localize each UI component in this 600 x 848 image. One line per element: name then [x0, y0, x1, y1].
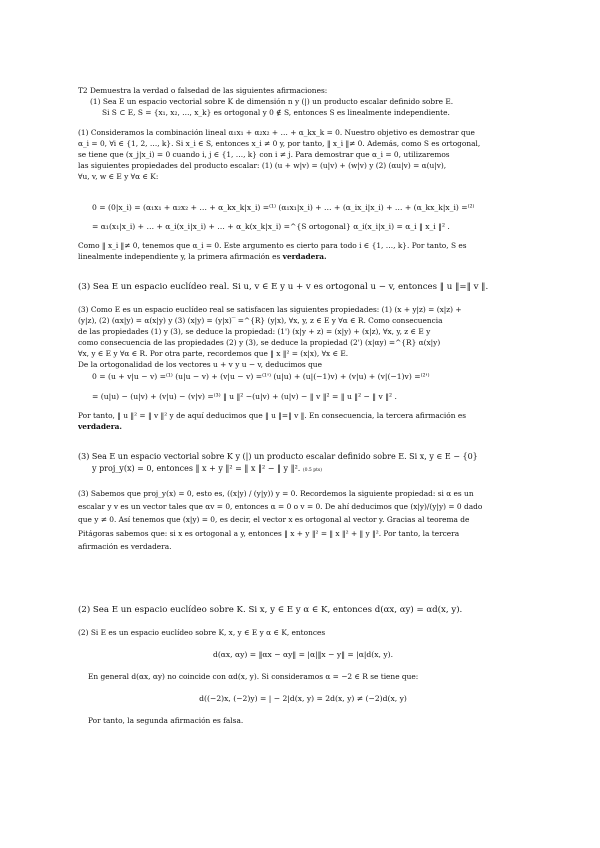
answer-1-verdict: verdadera.: [282, 251, 327, 261]
answer-2-line: [78, 672, 528, 683]
answer-2-block: [78, 628, 528, 639]
answer-3b-block: [78, 487, 528, 553]
points-label: (0.5 pts): [302, 467, 322, 473]
answer-1-equation-2: = α₁(x₁|x_i) + … + α_i(x_i|x_i) + … + α_k(x_k|x_i) =^{S ortogonal} α_i(x_i|x_i) = α_i ‖ x_i ‖² .: [92, 222, 450, 231]
answer-1-equation-1: 0 = (0|x_i) = (α₁x₁ + α₂x₂ + … + α_kx_k|x_i) =⁽¹⁾ (α₁x₁|x_i) + … + (α_ix_i|x_i) + … + (α_kx_k|x_i) =⁽²⁾: [92, 203, 475, 212]
answer-3b-line: Pitágoras sabemos que: si x es ortogonal a y, entonces ‖ x + y ‖² = ‖ x ‖² + ‖ y ‖². Por tanto, la tercera: [78, 528, 460, 538]
question-2-text: (2) Sea E un espacio euclídeo sobre K. Si x, y ∈ E y α ∈ K, entonces d(αx, αy) = αd(x, y).: [78, 605, 463, 615]
answer-2-equation-2: d((−2)x, (−2)y) = | − 2|d(x, y) = 2d(x, y) ≠ (−2)d(x, y): [199, 694, 407, 703]
question-2: [78, 604, 528, 616]
question-3b-statement: y proj_y(x) = 0, entonces ‖ x + y ‖² = ‖ x ‖² − ‖ y ‖².: [92, 463, 301, 473]
answer-1-line: ∀u, v, w ∈ E y ∀α ∈ K:: [78, 171, 159, 181]
answer-3b-line: afirmación es verdadera.: [78, 541, 172, 551]
answer-3b-line: escalar y v es un vector tales que αv = 0, entonces α = 0 o v = 0. De ahí deducimos que (x|y)/(y|y) = 0 dado: [78, 502, 483, 512]
answer-2-conclusion: [78, 716, 528, 727]
answer-3-verdict: verdadera.: [78, 421, 122, 431]
answer-1-conclusion-text: linealmente independiente y, la primera afirmación es: [78, 251, 283, 261]
answer-2-text: En general d(αx, αy) no coincide con αd(x, y). Si consideramos α = −2 ∈ R se tiene que:: [88, 672, 419, 681]
answer-3-equation-2: = (u|u) − (u|v) + (v|u) − (v|v) =⁽³⁾ ‖ u ‖² −(u|v) + (u|v) − ‖ v ‖² = ‖ u ‖² − ‖ v ‖² .: [92, 392, 397, 401]
answer-3-equation-1: 0 = (u + v|u − v) =⁽¹⁾ (u|u − v) + (v|u − v) =⁽¹'⁾ (u|u) + (u|(−1)v) + (v|u) + (v|(−1)v) =⁽²'⁾: [92, 372, 430, 381]
answer-3b-line: (3) Sabemos que proj_y(x) = 0, esto es, ((x|y) / (y|y)) y = 0. Recordemos la siguiente propiedad: si α es un: [78, 489, 474, 498]
question-3b-line: (3) Sea E un espacio vectorial sobre K y (|) un producto escalar definido sobre E. Si x, y ∈ E − {0}: [78, 452, 478, 461]
t2-block: [78, 86, 528, 119]
answer-3-conclusion-line: Por tanto, ‖ u ‖² = ‖ v ‖² y de aquí deducimos que ‖ u ‖=‖ v ‖. En consecuencia, la tercera afirmación es: [78, 411, 467, 420]
question-3b-line: [78, 463, 528, 477]
t2-q1-line1: (1) Sea E un espacio vectorial sobre K de dimensión n y (|) un producto escalar definido sobre E.: [90, 96, 454, 106]
t2-q1-line2: Si S ⊂ E, S = {x₁, x₂, …, x_k} es ortogonal y 0 ∉ S, entonces S es linealmente independiente.: [102, 107, 450, 117]
answer-1-conclusion: [78, 241, 528, 263]
answer-3-line: (y|z), (2) (αx|y) = α(x|y) y (3) (x|y) = (y|x)‾ =^{R} (y|x), ∀x, y, z ∈ E y ∀α ∈ R. Como consecuencia: [78, 315, 443, 325]
answer-1-line: se tiene que (x_j|x_i) = 0 cuando i, j ∈ {1, …, k} con i ≠ j. Para demostrar que α_i = 0, utilizaremos: [78, 149, 450, 159]
answer-1-line: α_i = 0, ∀i ∈ {1, 2, …, k}. Si x_i ∈ S, entonces x_i ≠ 0 y, por tanto, ‖ x_i ‖≠ 0. Además, como S es ortogonal,: [78, 138, 481, 148]
answer-1-line: (1) Consideramos la combinación lineal α₁x₁ + α₂x₂ + … + α_kx_k = 0. Nuestro objetivo es demostrar que: [78, 128, 475, 137]
answer-3-block: [78, 305, 528, 370]
question-3-text: (3) Sea E un espacio euclídeo real. Si u, v ∈ E y u + v es ortogonal u − v, entonces ‖ u ‖=‖ v ‖.: [78, 282, 489, 292]
answer-2-line: (2) Si E es un espacio euclídeo sobre K, x, y ∈ E y α ∈ K, entonces: [78, 628, 326, 637]
answer-1-line: las siguientes propiedades del producto escalar: (1) (u + w|v) = (u|v) + (w|v) y (2) (αu|v) = α(u|v),: [78, 160, 447, 170]
answer-1-conclusion-line: [78, 252, 528, 263]
answer-3-line: ∀x, y ∈ E y ∀α ∈ R. Por otra parte, recordemos que ‖ x ‖² = (x|x), ∀x ∈ E.: [78, 348, 349, 358]
answer-2-equation-1: d(αx, αy) = ‖αx − αy‖ = |α|‖x − y‖ = |α|d(x, y).: [212, 650, 394, 659]
question-3: [78, 281, 528, 293]
answer-3-line: como consecuencia de las propiedades (2) y (3), se deduce la propiedad (2') (x|αy) =^{R} α(x|y): [78, 337, 441, 347]
answer-3-line: De la ortogonalidad de los vectores u + v y u − v, deducimos que: [78, 359, 322, 369]
t2-heading: T2 Demuestra la verdad o falsedad de las siguientes afirmaciones:: [78, 86, 328, 95]
answer-3-line: (3) Como E es un espacio euclídeo real se satisfacen las siguientes propiedades: (1) (x + y|z) = (x|z) +: [78, 305, 462, 314]
question-3b: [78, 451, 528, 476]
answer-1-block: [78, 128, 528, 183]
answer-2-verdict: Por tanto, la segunda afirmación es falsa.: [88, 716, 244, 725]
answer-3b-line: que y ≠ 0. Así tenemos que (x|y) = 0, es decir, el vector x es ortogonal al vector y. Gracias al teorema de: [78, 515, 470, 525]
answer-1-conclusion-line: Como ‖ x_i ‖≠ 0, tenemos que α_i = 0. Este argumento es cierto para todo i ∈ {1, …, k}. Por tanto, S es: [78, 241, 467, 250]
answer-3-line: de las propiedades (1) y (3), se deduce la propiedad: (1') (x|y + z) = (x|y) + (x|z), ∀x, y, z ∈ E y: [78, 326, 431, 336]
answer-3-conclusion: [78, 411, 528, 433]
